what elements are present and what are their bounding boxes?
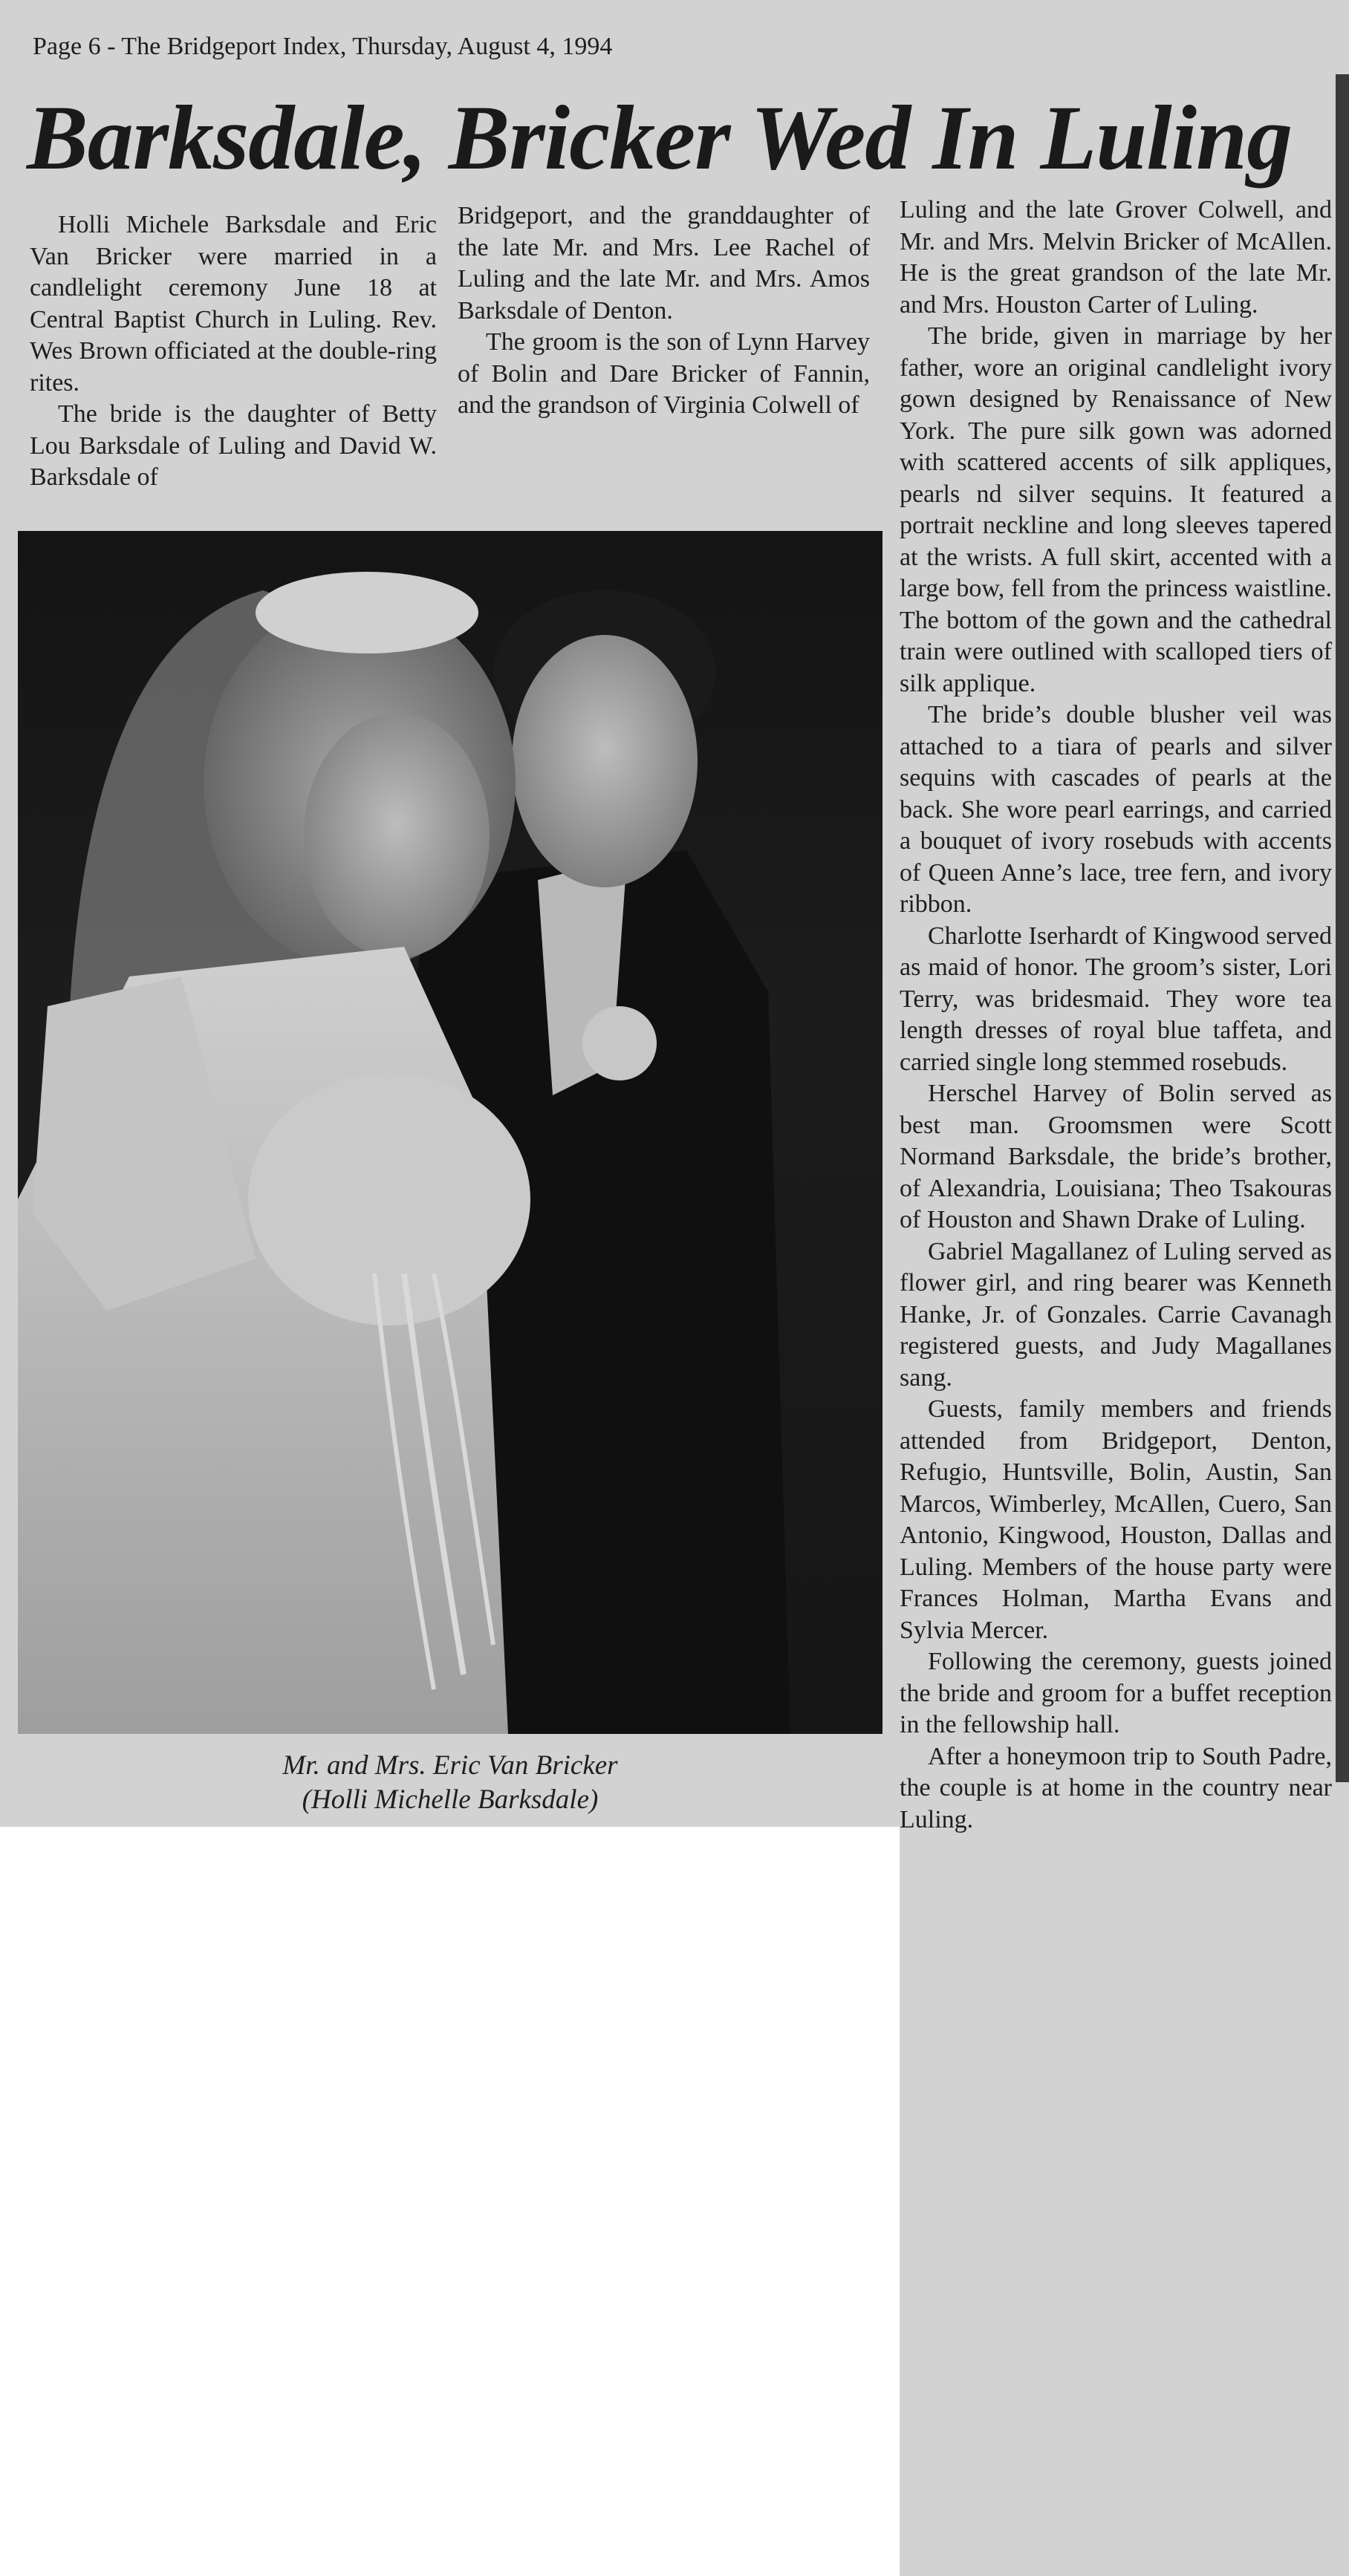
paragraph: Guests, family members and friends attended from Bridgeport, Denton, Refugio, Huntsville, Bolin, Austin, San Marcos, Wimberley, McAllen, Cuero, San Antonio, Kingwood, Houston, Dallas and Luling. Members of the house party were Frances Holman, Martha Evans and Sylvia Mercer.	[900, 1395, 1332, 1644]
paragraph: Herschel Harvey of Bolin served as best man. Groomsmen were Scott Normand Barksdale, the bride’s brother, of Alexandria, Louisiana; Theo Tsakouras of Houston and Shawn Drake of Luling.	[900, 1080, 1332, 1233]
caption-line-1: Mr. and Mrs. Eric Van Bricker	[282, 1750, 618, 1781]
paragraph: The groom is the son of Lynn Harvey of Bolin and Dare Bricker of Fannin, and the grandson of Virginia Colwell of	[458, 328, 870, 419]
tiara-shape	[256, 572, 478, 653]
bouquet-shape	[248, 1073, 530, 1326]
paragraph: After a honeymoon trip to South Padre, the couple is at home in the country near Luling.	[900, 1742, 1332, 1833]
paragraph: Bridgeport, and the granddaughter of the late Mr. and Mrs. Lee Rachel of Luling and the late Mr. and Mrs. Amos Barksdale of Denton.	[458, 202, 870, 325]
paragraph: Charlotte Iserhardt of Kingwood served as maid of honor. The groom’s sister, Lori Terry, was bridesmaid. They wore tea length dresses of royal blue taffeta, and carried single long stemmed rosebuds.	[900, 922, 1332, 1076]
paragraph: Gabriel Magallanez of Luling served as flower girl, and ring bearer was Kenneth Hanke, Jr. of Gonzales. Carrie Cavanagh registered guests, and Judy Magallanes sang.	[900, 1237, 1332, 1392]
paragraph: The bride’s double blusher veil was attached to a tiara of pearls and silver sequins with cascades of pearls at the back. She wore pearl earrings, and carried a bouquet of ivory rosebuds with accents of Queen Anne’s lace, tree fern, and ivory ribbon.	[900, 701, 1332, 918]
page-header: Page 6 - The Bridgeport Index, Thursday, August 4, 1994	[33, 33, 613, 60]
headline: Barksdale, Bricker Wed In Luling	[27, 87, 1293, 189]
paragraph: The bride is the daughter of Betty Lou Barksdale of Luling and David W. Barksdale of	[30, 400, 437, 491]
paragraph: Following the ceremony, guests joined the bride and groom for a buffet reception in the fellowship hall.	[900, 1648, 1332, 1738]
page-edge-shadow	[1336, 74, 1349, 1782]
article-column-1	[30, 209, 437, 494]
bride-face-shape	[304, 713, 490, 958]
article-column-3	[900, 195, 1332, 1836]
boutonniere-shape	[582, 1006, 657, 1080]
photo-caption	[18, 1749, 882, 1817]
groom-face-shape	[512, 635, 698, 887]
caption-line-2: (Holli Michelle Barksdale)	[302, 1784, 599, 1815]
paragraph: Luling and the late Grover Colwell, and Mr. and Mrs. Melvin Bricker of McAllen. He is the great grandson of the late Mr. and Mrs. Houston Carter of Luling.	[900, 196, 1332, 319]
paragraph: The bride, given in marriage by her father, wore an original candlelight ivory gown designed by Renaissance of New York. The pure silk gown was adorned with scattered accents of silk appliques, pearls nd silver sequins. It featured a portrait neckline and long sleeves tapered at the wrists. A full skirt, accented with a large bow, fell from the princess waistline. The bottom of the gown and the cathedral train were outlined with scalloped tiers of silk applique.	[900, 322, 1332, 697]
wedding-photo	[18, 531, 882, 1734]
paragraph: Holli Michele Barksdale and Eric Van Bricker were married in a candlelight ceremony June 18 at Central Baptist Church in Luling. Rev. Wes Brown officiated at the double-ring rites.	[30, 211, 437, 397]
article-column-2	[458, 200, 870, 422]
newspaper-column-extension	[900, 1782, 1349, 2576]
